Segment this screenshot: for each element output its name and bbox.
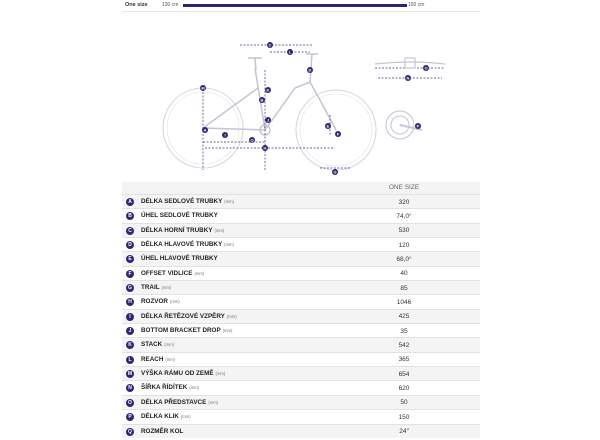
row-measurement-name: [141, 255, 220, 262]
row-unit: (mm): [214, 227, 225, 233]
row-unit: (mm): [226, 313, 237, 319]
marker-b: [259, 97, 265, 103]
table-row: [122, 280, 480, 294]
row-unit: (mm): [222, 328, 233, 334]
row-value: 425: [398, 313, 410, 321]
row-measurement-name: [141, 227, 224, 234]
row-measurement-name: [141, 356, 175, 363]
row-value: 85: [400, 284, 408, 292]
svg-text:L: L: [288, 49, 292, 55]
table-row: [122, 424, 480, 438]
row-letter-badge: N: [126, 384, 134, 392]
row-unit: (mm): [194, 270, 205, 276]
table-header: [122, 182, 480, 194]
row-measurement-name: [141, 198, 234, 205]
row-name-text: DÉLKA HORNÍ TRUBKY: [141, 226, 213, 234]
svg-text:N: N: [406, 75, 410, 81]
table-row: [122, 251, 480, 265]
row-measurement-name: [141, 241, 234, 248]
row-value: 530: [398, 227, 410, 235]
row-value: 542: [398, 341, 410, 349]
row-unit: (mm): [169, 299, 180, 305]
row-letter-badge: I: [126, 313, 134, 321]
row-measurement-name: [141, 413, 191, 420]
row-name-text: STACK: [141, 341, 163, 349]
row-letter-badge: B: [126, 212, 134, 220]
marker-g: [332, 169, 338, 175]
geometry-table: [122, 182, 480, 438]
marker-m: [200, 85, 206, 91]
marker-c: [267, 42, 273, 48]
size-range: [122, 0, 480, 12]
row-letter-badge: E: [126, 255, 134, 263]
svg-text:J: J: [266, 117, 270, 123]
row-name-text: DÉLKA SEDLOVÉ TRUBKY: [141, 198, 223, 205]
row-measurement-name: [141, 298, 180, 305]
svg-text:P: P: [416, 123, 420, 129]
row-unit: (mm): [215, 371, 226, 377]
svg-text:Q: Q: [250, 137, 254, 143]
svg-text:I: I: [224, 132, 226, 138]
row-value: 24″: [399, 428, 409, 435]
row-name-text: DÉLKA KLIK: [141, 413, 179, 421]
marker-j: [265, 117, 271, 123]
row-name-text: TRAIL: [141, 284, 160, 292]
row-letter-badge: J: [126, 327, 134, 335]
row-unit: (mm): [161, 285, 172, 291]
row-value: 1046: [396, 298, 412, 306]
row-name-text: BOTTOM BRACKET DROP: [141, 327, 221, 335]
row-unit: (mm): [180, 414, 191, 420]
bike-frame: [203, 54, 336, 138]
table-row: [122, 395, 480, 409]
table-row: [122, 208, 480, 222]
row-name-text: ŠÍŘKA ŘÍDÍTEK: [141, 384, 188, 392]
row-unit: (mm): [164, 342, 174, 348]
svg-text:A: A: [203, 127, 207, 133]
row-measurement-name: [141, 270, 204, 277]
svg-text:E: E: [326, 123, 330, 129]
row-name-text: VÝŠKA RÁMU OD ZEMĚ: [141, 370, 214, 378]
table-body: [122, 194, 480, 438]
marker-o: [423, 65, 429, 71]
svg-text:O: O: [424, 65, 428, 71]
column-header-one-size: ONE SIZE: [388, 184, 420, 191]
marker-e: [325, 123, 331, 129]
table-row: [122, 294, 480, 308]
table-row: [122, 337, 480, 351]
row-name-text: DÉLKA ŘETĚZOVÉ VZPĚRY: [141, 312, 225, 320]
marker-a: [202, 127, 208, 133]
svg-text:C: C: [268, 42, 272, 48]
marker-d: [307, 67, 313, 73]
row-measurement-name: [141, 428, 185, 435]
row-value: 150: [398, 413, 410, 421]
table-row: [122, 309, 480, 323]
row-measurement-name: [141, 313, 237, 320]
svg-text:D: D: [308, 67, 312, 73]
row-unit: (mm): [224, 242, 234, 248]
row-measurement-name: [141, 384, 199, 391]
row-unit: (mm): [224, 199, 235, 204]
svg-text:F: F: [336, 131, 340, 137]
row-letter-badge: H: [126, 298, 134, 306]
row-measurement-name: [141, 370, 225, 377]
marker-f: [335, 131, 341, 137]
svg-text:B: B: [260, 97, 264, 103]
row-unit: (mm): [165, 356, 176, 362]
row-letter-badge: P: [126, 413, 134, 421]
table-row: [122, 380, 480, 394]
row-letter-badge: M: [127, 371, 133, 378]
row-value: 68,0°: [396, 255, 412, 263]
row-measurement-name: [141, 327, 232, 334]
row-value: 50: [400, 399, 408, 407]
svg-text:G: G: [333, 169, 337, 175]
marker-q: [249, 137, 255, 143]
table-row: [122, 266, 480, 280]
size-max-label: 150 cm: [408, 2, 425, 8]
size-range-bar: [183, 4, 407, 7]
row-value: 74,0°: [396, 212, 412, 220]
row-letter-badge: G: [126, 284, 134, 292]
row-measurement-name: [141, 284, 171, 291]
row-value: 654: [398, 370, 410, 378]
row-letter-badge: F: [126, 270, 134, 278]
table-row: [122, 223, 480, 237]
table-row: [122, 237, 480, 251]
table-row: [122, 366, 480, 380]
row-unit: (mm): [189, 385, 200, 391]
row-value: 35: [400, 327, 408, 335]
row-name-text: ÚHEL SEDLOVÉ TRUBKY: [141, 212, 218, 220]
svg-text:H: H: [263, 145, 267, 151]
row-letter-badge: L: [126, 356, 134, 364]
row-letter-badge: D: [126, 241, 134, 249]
row-letter-badge: A: [126, 198, 134, 206]
svg-text:K: K: [266, 87, 270, 93]
row-measurement-name: [141, 341, 174, 348]
row-name-text: REACH: [141, 355, 164, 363]
divider: [122, 11, 480, 12]
row-letter-badge: O: [126, 399, 134, 407]
row-unit: (mm): [208, 399, 219, 405]
table-row: [122, 409, 480, 423]
marker-l: [287, 49, 293, 55]
row-value: 120: [398, 241, 410, 249]
size-label: One size: [125, 2, 148, 8]
row-letter-badge: Q: [126, 428, 134, 436]
row-letter-badge: C: [126, 227, 134, 235]
marker-k: [265, 87, 271, 93]
row-name-text: ROZVOR: [141, 298, 168, 306]
row-value: 320: [398, 198, 410, 206]
handlebar-view: [375, 58, 445, 71]
table-row: [122, 194, 480, 208]
marker-p: [415, 123, 421, 129]
row-value: 365: [398, 356, 410, 364]
row-name-text: ROZMĚR KOL: [141, 427, 184, 435]
svg-text:M: M: [201, 85, 205, 91]
row-value: 620: [398, 384, 410, 392]
row-letter-badge: K: [126, 341, 134, 349]
row-name-text: DÉLKA HLAVOVÉ TRUBKY: [141, 241, 223, 249]
table-row: [122, 323, 480, 337]
row-name-text: ÚHEL HLAVOVÉ TRUBKY: [141, 255, 218, 263]
table-row: [122, 352, 480, 366]
size-min-label: 130 cm: [162, 2, 179, 8]
row-measurement-name: [141, 399, 218, 406]
row-name-text: DÉLKA PŘEDSTAVCE: [141, 398, 207, 406]
row-value: 40: [400, 270, 408, 278]
row-name-text: OFFSET VIDLICE: [141, 269, 193, 277]
row-measurement-name: [141, 212, 220, 219]
marker-h: [262, 145, 268, 151]
marker-i: [222, 132, 228, 138]
marker-n: [405, 75, 411, 81]
geometry-diagram: [160, 30, 460, 180]
